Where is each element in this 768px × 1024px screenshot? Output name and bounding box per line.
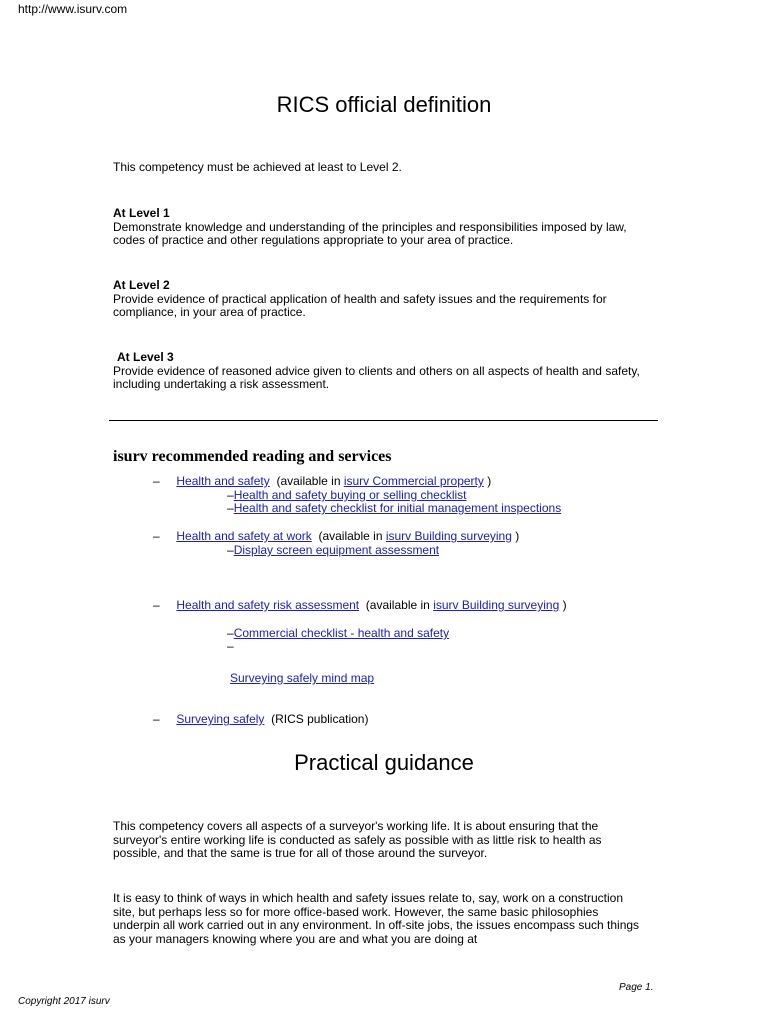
sub-dash: – <box>227 488 234 502</box>
bullet-dash: – <box>153 598 160 612</box>
sub-dash: – <box>227 626 234 640</box>
level-3-block <box>113 351 658 392</box>
reading-item-4 <box>153 712 368 726</box>
available-in-text: (available in <box>365 598 430 612</box>
section-divider <box>109 420 658 421</box>
sub-dash: – <box>227 639 234 653</box>
link-health-and-safety-at-work[interactable]: Health and safety at work <box>176 529 312 543</box>
guidance-paragraph-2: It is easy to think of ways in which health and safety issues relate to, say, work on a construction site, but perhaps less so for more office-based work. However, the same basic philosophies underpin all work carried out in any environment. In off-site jobs, the issues encompass such things as your managers knowing where you are and what you are doing at <box>113 891 640 946</box>
page-number: Page 1. <box>619 982 654 993</box>
link-isurv-commercial-property[interactable]: isurv Commercial property <box>343 474 484 488</box>
level-1-text: Demonstrate knowledge and understanding of the principles and responsibilities imposed by law, codes of practice and other regulations appropriate to your area of practice. <box>113 219 627 248</box>
sub-dash: – <box>227 543 234 557</box>
link-commercial-checklist[interactable]: Commercial checklist - health and safety <box>233 626 450 640</box>
reading-subitem <box>230 671 374 685</box>
close-paren: ) <box>515 529 520 543</box>
level-2-text: Provide evidence of practical application of health and safety issues and the requirements for compliance, in your area of practice. <box>113 291 607 320</box>
level-2-heading: At Level 2 <box>113 278 170 292</box>
guidance-paragraph-1: This competency covers all aspects of a surveyor's working life. It is about ensuring that the surveyor's entire working life is conducted as safely as possible with as little risk to health as possible, and that the same is true for all of those around the surveyor. <box>113 819 602 861</box>
reading-subitem <box>227 639 234 653</box>
level-3-heading: At Level 3 <box>117 350 174 364</box>
bullet-dash: – <box>153 529 160 543</box>
link-surveying-safely[interactable]: Surveying safely <box>176 712 265 726</box>
header-url: http://www.isurv.com <box>18 2 128 16</box>
level-2-block <box>113 279 658 320</box>
link-health-and-safety-risk-assessment[interactable]: Health and safety risk assessment <box>176 598 360 612</box>
close-paren: ) <box>562 598 567 612</box>
bullet-dash: – <box>153 474 160 488</box>
link-isurv-building-surveying[interactable]: isurv Building surveying <box>433 598 560 612</box>
available-in-text: (available in <box>276 474 341 488</box>
link-surveying-safely-mind-map[interactable]: Surveying safely mind map <box>230 671 375 685</box>
reading-heading: isurv recommended reading and services <box>113 448 392 465</box>
reading-subitem <box>227 626 449 640</box>
bullet-dash: – <box>153 712 160 726</box>
reading-subitem <box>227 488 466 502</box>
reading-item-3 <box>153 598 567 612</box>
guidance-title: Practical guidance <box>294 750 474 775</box>
level-1-heading: At Level 1 <box>113 206 170 220</box>
level-1-block <box>113 207 658 248</box>
reading-item-1 <box>153 474 491 488</box>
intro-text: This competency must be achieved at least to Level 2. <box>113 160 402 174</box>
sub-dash: – <box>227 501 234 515</box>
reading-subitem <box>227 543 439 557</box>
copyright: Copyright 2017 isurv <box>18 996 110 1007</box>
link-health-and-safety[interactable]: Health and safety <box>176 474 270 488</box>
close-paren: ) <box>487 474 492 488</box>
reading-subitem <box>227 501 561 515</box>
link-isurv-building-surveying[interactable]: isurv Building surveying <box>385 529 512 543</box>
available-in-text: (available in <box>318 529 383 543</box>
page-title: RICS official definition <box>276 92 492 117</box>
reading-item-2 <box>153 529 519 543</box>
link-buying-selling-checklist[interactable]: Health and safety buying or selling checklist <box>233 488 467 502</box>
link-display-screen-equipment[interactable]: Display screen equipment assessment <box>233 543 440 557</box>
link-initial-management-inspections[interactable]: Health and safety checklist for initial management inspections <box>233 501 562 515</box>
level-3-text: Provide evidence of reasoned advice given to clients and others on all aspects of health and safety, including undertaking a risk assessment. <box>113 363 640 392</box>
rics-publication-note: (RICS publication) <box>271 712 369 726</box>
